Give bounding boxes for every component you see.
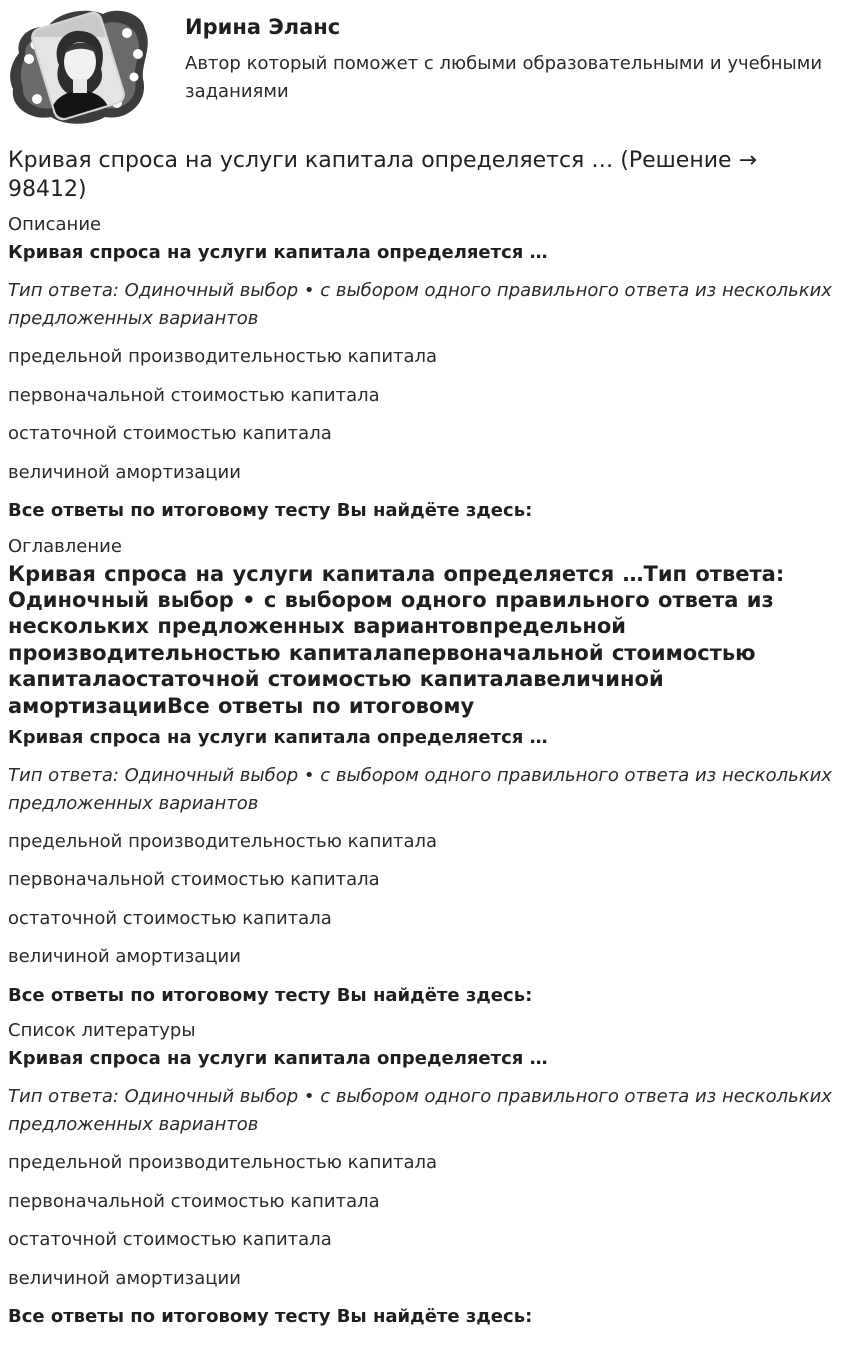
answer-option: предельной производительностью капитала <box>8 1152 438 1174</box>
answer-option: предельной производительностью капитала <box>8 830 438 852</box>
references-section <box>8 1017 840 1332</box>
page-title: Кривая спроса на услуги капитала определяется … (Решение → 98412) <box>8 148 757 202</box>
answer-option: первоначальной стоимостью капитала <box>8 384 380 406</box>
answer-option: остаточной стоимостью капитала <box>8 423 332 444</box>
section-label-description: Описание <box>8 214 102 235</box>
answer-option: величиной амортизации <box>8 1267 241 1289</box>
section-label-contents: Оглавление <box>8 535 122 557</box>
answer-type-text: Тип ответа: Одиночный выбор • с выбором одного правильного ответа из нескольких предложенных вариантов <box>8 1086 832 1136</box>
author-avatar[interactable] <box>7 7 150 126</box>
author-card <box>0 0 847 140</box>
all-answers-link[interactable]: Все ответы по итоговому тесту Вы найдёте здесь: <box>8 500 533 521</box>
question-title: Кривая спроса на услуги капитала определяется … <box>8 1048 548 1070</box>
description-section <box>8 211 840 526</box>
section-label-references: Список литературы <box>8 1020 196 1042</box>
answer-option: величиной амортизации <box>8 946 241 968</box>
answer-type-text: Тип ответа: Одиночный выбор • с выбором одного правильного ответа из нескольких предложенных вариантов <box>8 764 832 814</box>
answer-option: величиной амортизации <box>8 461 241 483</box>
answer-option: остаточной стоимостью капитала <box>8 907 332 929</box>
contents-section <box>8 533 840 1011</box>
answer-type-text: Тип ответа: Одиночный выбор • с выбором одного правильного ответа из нескольких предложенных вариантов <box>8 280 832 329</box>
answer-option: предельной производительностью капитала <box>8 346 438 367</box>
answer-option: первоначальной стоимостью капитала <box>8 869 380 891</box>
contents-heading: Кривая спроса на услуги капитала определяется …Тип ответа: Одиночный выбор • с выбором одного правильного ответа из нескольких предложенных вариантовпредельной производительностью капиталапервоначальной стоимостью капиталаостаточной стоимостью капиталавеличиной амортизацииВсе ответы по итоговому <box>8 561 785 718</box>
question-title: Кривая спроса на услуги капитала определяется … <box>8 242 548 263</box>
author-bio: Автор который поможет с любыми образовательными и учебными заданиями <box>185 53 823 102</box>
answer-option: первоначальной стоимостью капитала <box>8 1190 380 1212</box>
all-answers-link[interactable]: Все ответы по итоговому тесту Вы найдёте здесь: <box>8 984 533 1006</box>
answer-option: остаточной стоимостью капитала <box>8 1229 332 1251</box>
main-content <box>8 146 840 1332</box>
all-answers-link[interactable]: Все ответы по итоговому тесту Вы найдёте здесь: <box>8 1306 533 1328</box>
question-title: Кривая спроса на услуги капитала определяется … <box>8 726 548 748</box>
author-name[interactable]: Ирина Эланс <box>185 15 341 39</box>
